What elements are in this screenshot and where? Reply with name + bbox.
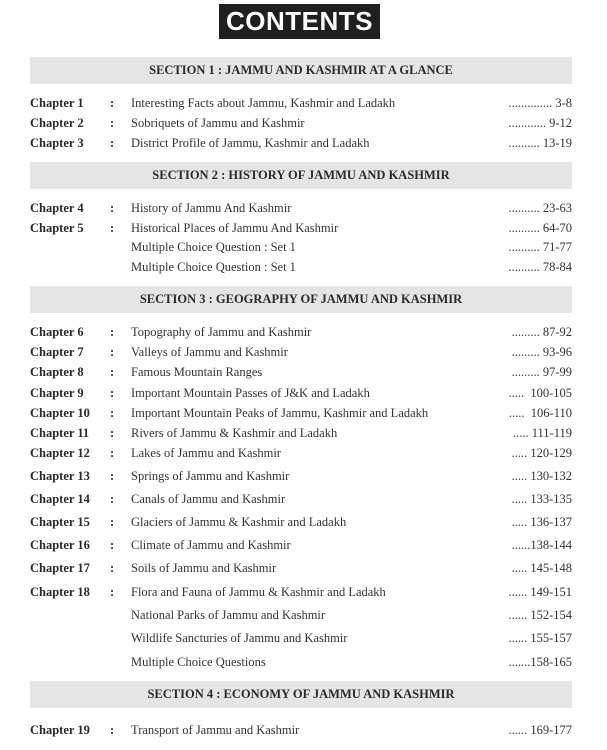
separator: : [110, 538, 115, 552]
chapter-title: District Profile of Jammu, Kashmir and Ladakh [131, 136, 370, 150]
chapter-label: Chapter 14 [30, 492, 90, 506]
page-range: ..... 145-148 [511, 561, 572, 575]
page-range: ..... 136-137 [511, 515, 572, 529]
section-1-header [30, 57, 572, 84]
separator: : [110, 723, 115, 737]
chapter-title: Canals of Jammu and Kashmir [131, 492, 286, 506]
toc-entry[interactable] [0, 345, 607, 363]
chapter-title: Soils of Jammu and Kashmir [131, 561, 277, 575]
toc-entry[interactable] [0, 492, 607, 510]
page-range: ...... 169-177 [508, 723, 572, 737]
page-range: .......... 71-77 [508, 240, 572, 254]
toc-entry[interactable] [0, 446, 607, 464]
page-range: .......... 78-84 [508, 260, 572, 274]
separator: : [110, 96, 115, 110]
page-range: ..... 111-119 [512, 426, 572, 440]
toc-entry[interactable] [0, 260, 607, 278]
chapter-label: Chapter 3 [30, 136, 84, 150]
chapter-label: Chapter 13 [30, 469, 90, 483]
page-range: ............ 9-12 [508, 116, 572, 130]
toc-entry[interactable] [0, 608, 607, 626]
toc-entry[interactable] [0, 221, 607, 239]
chapter-title: Important Mountain Passes of J&K and Ladakh [131, 386, 370, 400]
toc-entry[interactable] [0, 96, 607, 114]
contents-title-box [219, 4, 380, 39]
page-range: .......... 64-70 [508, 221, 572, 235]
page-range: ...... 152-154 [508, 608, 572, 622]
chapter-title: Multiple Choice Question : Set 1 [131, 260, 296, 274]
chapter-label: Chapter 5 [30, 221, 84, 235]
page-range: ..... 120-129 [511, 446, 572, 460]
separator: : [110, 492, 115, 506]
chapter-title: Flora and Fauna of Jammu & Kashmir and Ladakh [131, 585, 386, 599]
page-range: .......... 13-19 [508, 136, 572, 150]
chapter-title: National Parks of Jammu and Kashmir [131, 608, 326, 622]
contents-title: CONTENTS [226, 6, 373, 36]
page-range: .............. 3-8 [508, 96, 572, 110]
chapter-label: Chapter 6 [30, 325, 84, 339]
toc-entry[interactable] [0, 655, 607, 673]
toc-entry[interactable] [0, 240, 607, 258]
chapter-title: History of Jammu And Kashmir [131, 201, 292, 215]
toc-entry[interactable] [0, 406, 607, 424]
toc-entry[interactable] [0, 386, 607, 404]
chapter-label: Chapter 4 [30, 201, 84, 215]
chapter-label: Chapter 9 [30, 386, 84, 400]
chapter-title: Transport of Jammu and Kashmir [131, 723, 300, 737]
toc-entry[interactable] [0, 561, 607, 579]
page-range: ..... 100-105 [508, 386, 572, 400]
section-heading: SECTION 2 : HISTORY OF JAMMU AND KASHMIR [152, 168, 450, 182]
section-3-header [30, 286, 572, 313]
chapter-title: Rivers of Jammu & Kashmir and Ladakh [131, 426, 338, 440]
toc-entry[interactable] [0, 723, 607, 741]
toc-entry[interactable] [0, 538, 607, 556]
chapter-label: Chapter 1 [30, 96, 84, 110]
separator: : [110, 426, 115, 440]
toc-entry[interactable] [0, 136, 607, 154]
chapter-label: Chapter 17 [30, 561, 90, 575]
chapter-label: Chapter 11 [30, 426, 90, 440]
chapter-title: Springs of Jammu and Kashmir [131, 469, 290, 483]
chapter-title: Interesting Facts about Jammu, Kashmir and Ladakh [131, 96, 396, 110]
chapter-title: Multiple Choice Questions [131, 655, 266, 669]
toc-entry[interactable] [0, 116, 607, 134]
separator: : [110, 365, 115, 379]
toc-entry[interactable] [0, 426, 607, 444]
separator: : [110, 585, 115, 599]
chapter-label: Chapter 12 [30, 446, 90, 460]
chapter-title: Sobriquets of Jammu and Kashmir [131, 116, 305, 130]
toc-entry[interactable] [0, 365, 607, 383]
chapter-label: Chapter 15 [30, 515, 90, 529]
chapter-title: Multiple Choice Question : Set 1 [131, 240, 296, 254]
page-range: ..... 130-132 [511, 469, 572, 483]
page-range: ......... 87-92 [511, 325, 572, 339]
chapter-title: Famous Mountain Ranges [131, 365, 263, 379]
separator: : [110, 561, 115, 575]
chapter-label: Chapter 7 [30, 345, 84, 359]
page-range: ..... 133-135 [511, 492, 572, 506]
page-range: ......... 93-96 [511, 345, 572, 359]
toc-entry[interactable] [0, 469, 607, 487]
chapter-title: Important Mountain Peaks of Jammu, Kashmir and Ladakh [131, 406, 429, 420]
chapter-title: Lakes of Jammu and Kashmir [131, 446, 281, 460]
separator: : [110, 446, 115, 460]
chapter-title: Topography of Jammu and Kashmir [131, 325, 312, 339]
chapter-label: Chapter 10 [30, 406, 90, 420]
chapter-label: Chapter 16 [30, 538, 90, 552]
section-heading: SECTION 4 : ECONOMY OF JAMMU AND KASHMIR [147, 687, 455, 701]
separator: : [110, 116, 115, 130]
separator: : [110, 136, 115, 150]
page-range: ......... 97-99 [511, 365, 572, 379]
page-range: ..... 106-110 [508, 406, 572, 420]
page-range: ...... 149-151 [508, 585, 572, 599]
separator: : [110, 325, 115, 339]
page-range: .......... 23-63 [508, 201, 572, 215]
section-2-header [30, 162, 572, 189]
chapter-label: Chapter 19 [30, 723, 90, 737]
separator: : [110, 221, 115, 235]
chapter-title: Valleys of Jammu and Kashmir [131, 345, 288, 359]
toc-entry[interactable] [0, 631, 607, 649]
chapter-label: Chapter 2 [30, 116, 84, 130]
separator: : [110, 406, 115, 420]
toc-entry[interactable] [0, 515, 607, 533]
toc-entry[interactable] [0, 585, 607, 603]
separator: : [110, 201, 115, 215]
chapter-label: Chapter 18 [30, 585, 90, 599]
chapter-title: Historical Places of Jammu And Kashmir [131, 221, 339, 235]
separator: : [110, 469, 115, 483]
chapter-title: Climate of Jammu and Kashmir [131, 538, 291, 552]
separator: : [110, 345, 115, 359]
toc-entry[interactable] [0, 201, 607, 219]
separator: : [110, 515, 115, 529]
page-range: .......158-165 [508, 655, 572, 669]
section-4-header [30, 681, 572, 708]
page-range: ......138-144 [511, 538, 572, 552]
chapter-title: Glaciers of Jammu & Kashmir and Ladakh [131, 515, 347, 529]
chapter-label: Chapter 8 [30, 365, 84, 379]
page-range: ...... 155-157 [508, 631, 572, 645]
toc-entry[interactable] [0, 325, 607, 343]
section-heading: SECTION 3 : GEOGRAPHY OF JAMMU AND KASHMIR [139, 292, 463, 306]
separator: : [110, 386, 115, 400]
section-heading: SECTION 1 : JAMMU AND KASHMIR AT A GLANCE [149, 63, 453, 77]
chapter-title: Wildlife Sancturies of Jammu and Kashmir [131, 631, 348, 645]
